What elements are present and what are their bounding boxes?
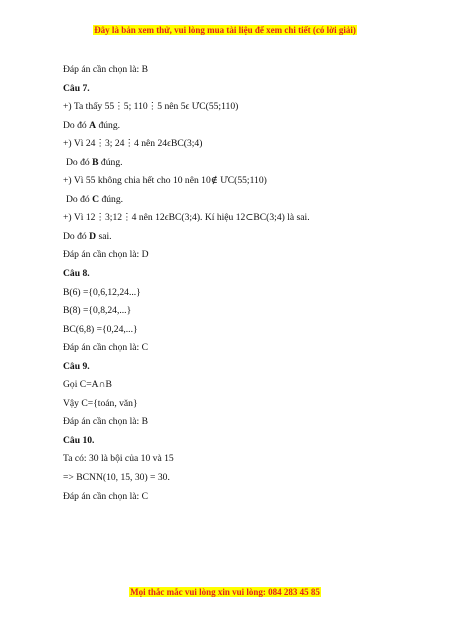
line-text: BC(6,8) ={0,24,...} xyxy=(63,323,138,335)
solution-line xyxy=(63,135,423,154)
solution-line xyxy=(63,209,423,228)
conclusion-line xyxy=(63,117,423,136)
line-text: Do đó xyxy=(63,119,90,131)
line-text: Đáp án cần chọn là: B xyxy=(63,416,148,428)
line-text: Do đó xyxy=(66,156,93,168)
line-text: +) Vì 24⋮3; 24⋮4 nên 24ϵBC(3;4) xyxy=(63,138,203,150)
conclusion-line xyxy=(63,191,423,210)
solution-line xyxy=(63,98,423,117)
question-heading xyxy=(63,265,423,284)
question-heading xyxy=(63,432,423,451)
line-text: +) Vì 55 không chia hết cho 10 nên 10∉ ƯC(55;110) xyxy=(63,175,267,187)
answer-line xyxy=(63,488,423,507)
line-text: Do đó xyxy=(66,193,93,205)
conclusion-line xyxy=(63,154,423,173)
option-label: B xyxy=(92,156,99,168)
option-label: D xyxy=(89,230,97,242)
option-label: C xyxy=(92,193,100,205)
answer-line xyxy=(63,246,423,265)
solution-line xyxy=(63,284,423,303)
line-text: Đáp án cần chọn là: B xyxy=(63,64,148,75)
heading-text: Câu 9. xyxy=(63,360,90,372)
heading-text: Câu 10. xyxy=(63,434,95,446)
line-text: B(6) ={0,6,12,24...} xyxy=(63,286,141,298)
line-text: Ta có: 30 là bội của 10 và 15 xyxy=(63,453,174,465)
solution-line xyxy=(63,395,423,414)
line-text: Đáp án cần chọn là: D xyxy=(63,249,149,261)
line-text: => BCNN(10, 15, 30) = 30. xyxy=(63,472,170,484)
option-label: A xyxy=(89,119,97,131)
line-text: Do đó xyxy=(63,230,90,242)
answer-line xyxy=(63,339,423,358)
preview-notice-text: Đây là bản xem thử, vui lòng mua tài liệu để xem chi tiết (có lời giải) xyxy=(94,25,356,35)
line-text: Gọi C=A∩B xyxy=(63,379,112,391)
line-text: +) Vì 12⋮3;12⋮4 nên 12ϵBC(3;4). Kí hiệu 12⊂BC(3;4) là sai. xyxy=(63,212,310,224)
preview-notice-banner xyxy=(0,25,450,35)
heading-text: Câu 8. xyxy=(63,268,90,280)
line-text: đúng. xyxy=(99,193,124,205)
contact-footer xyxy=(0,587,450,597)
contact-text: Mọi thắc mắc vui lòng xin vui lòng: 084 283 45 85 xyxy=(130,587,320,597)
line-text: đúng. xyxy=(98,156,123,168)
solution-line xyxy=(63,321,423,340)
question-heading xyxy=(63,358,423,377)
solution-line xyxy=(63,469,423,488)
line-text: sai. xyxy=(96,230,112,242)
line-text: +) Ta thấy 55⋮5; 110⋮5 nên 5ϵ ƯC(55;110) xyxy=(63,101,239,113)
solution-line xyxy=(63,376,423,395)
line-text: Đáp án cần chọn là: C xyxy=(63,490,148,502)
solution-line xyxy=(63,450,423,469)
conclusion-line xyxy=(63,228,423,247)
answer-line xyxy=(63,61,423,80)
solution-line xyxy=(63,302,423,321)
heading-text: Câu 7. xyxy=(63,82,90,94)
line-text: Vậy C={toán, văn} xyxy=(63,397,138,409)
line-text: B(8) ={0,8,24,...} xyxy=(63,305,132,317)
answer-line xyxy=(63,413,423,432)
line-text: Đáp án cần chọn là: C xyxy=(63,342,148,354)
line-text: đúng. xyxy=(96,119,121,131)
document-body xyxy=(63,61,423,506)
solution-line xyxy=(63,172,423,191)
question-heading xyxy=(63,80,423,99)
